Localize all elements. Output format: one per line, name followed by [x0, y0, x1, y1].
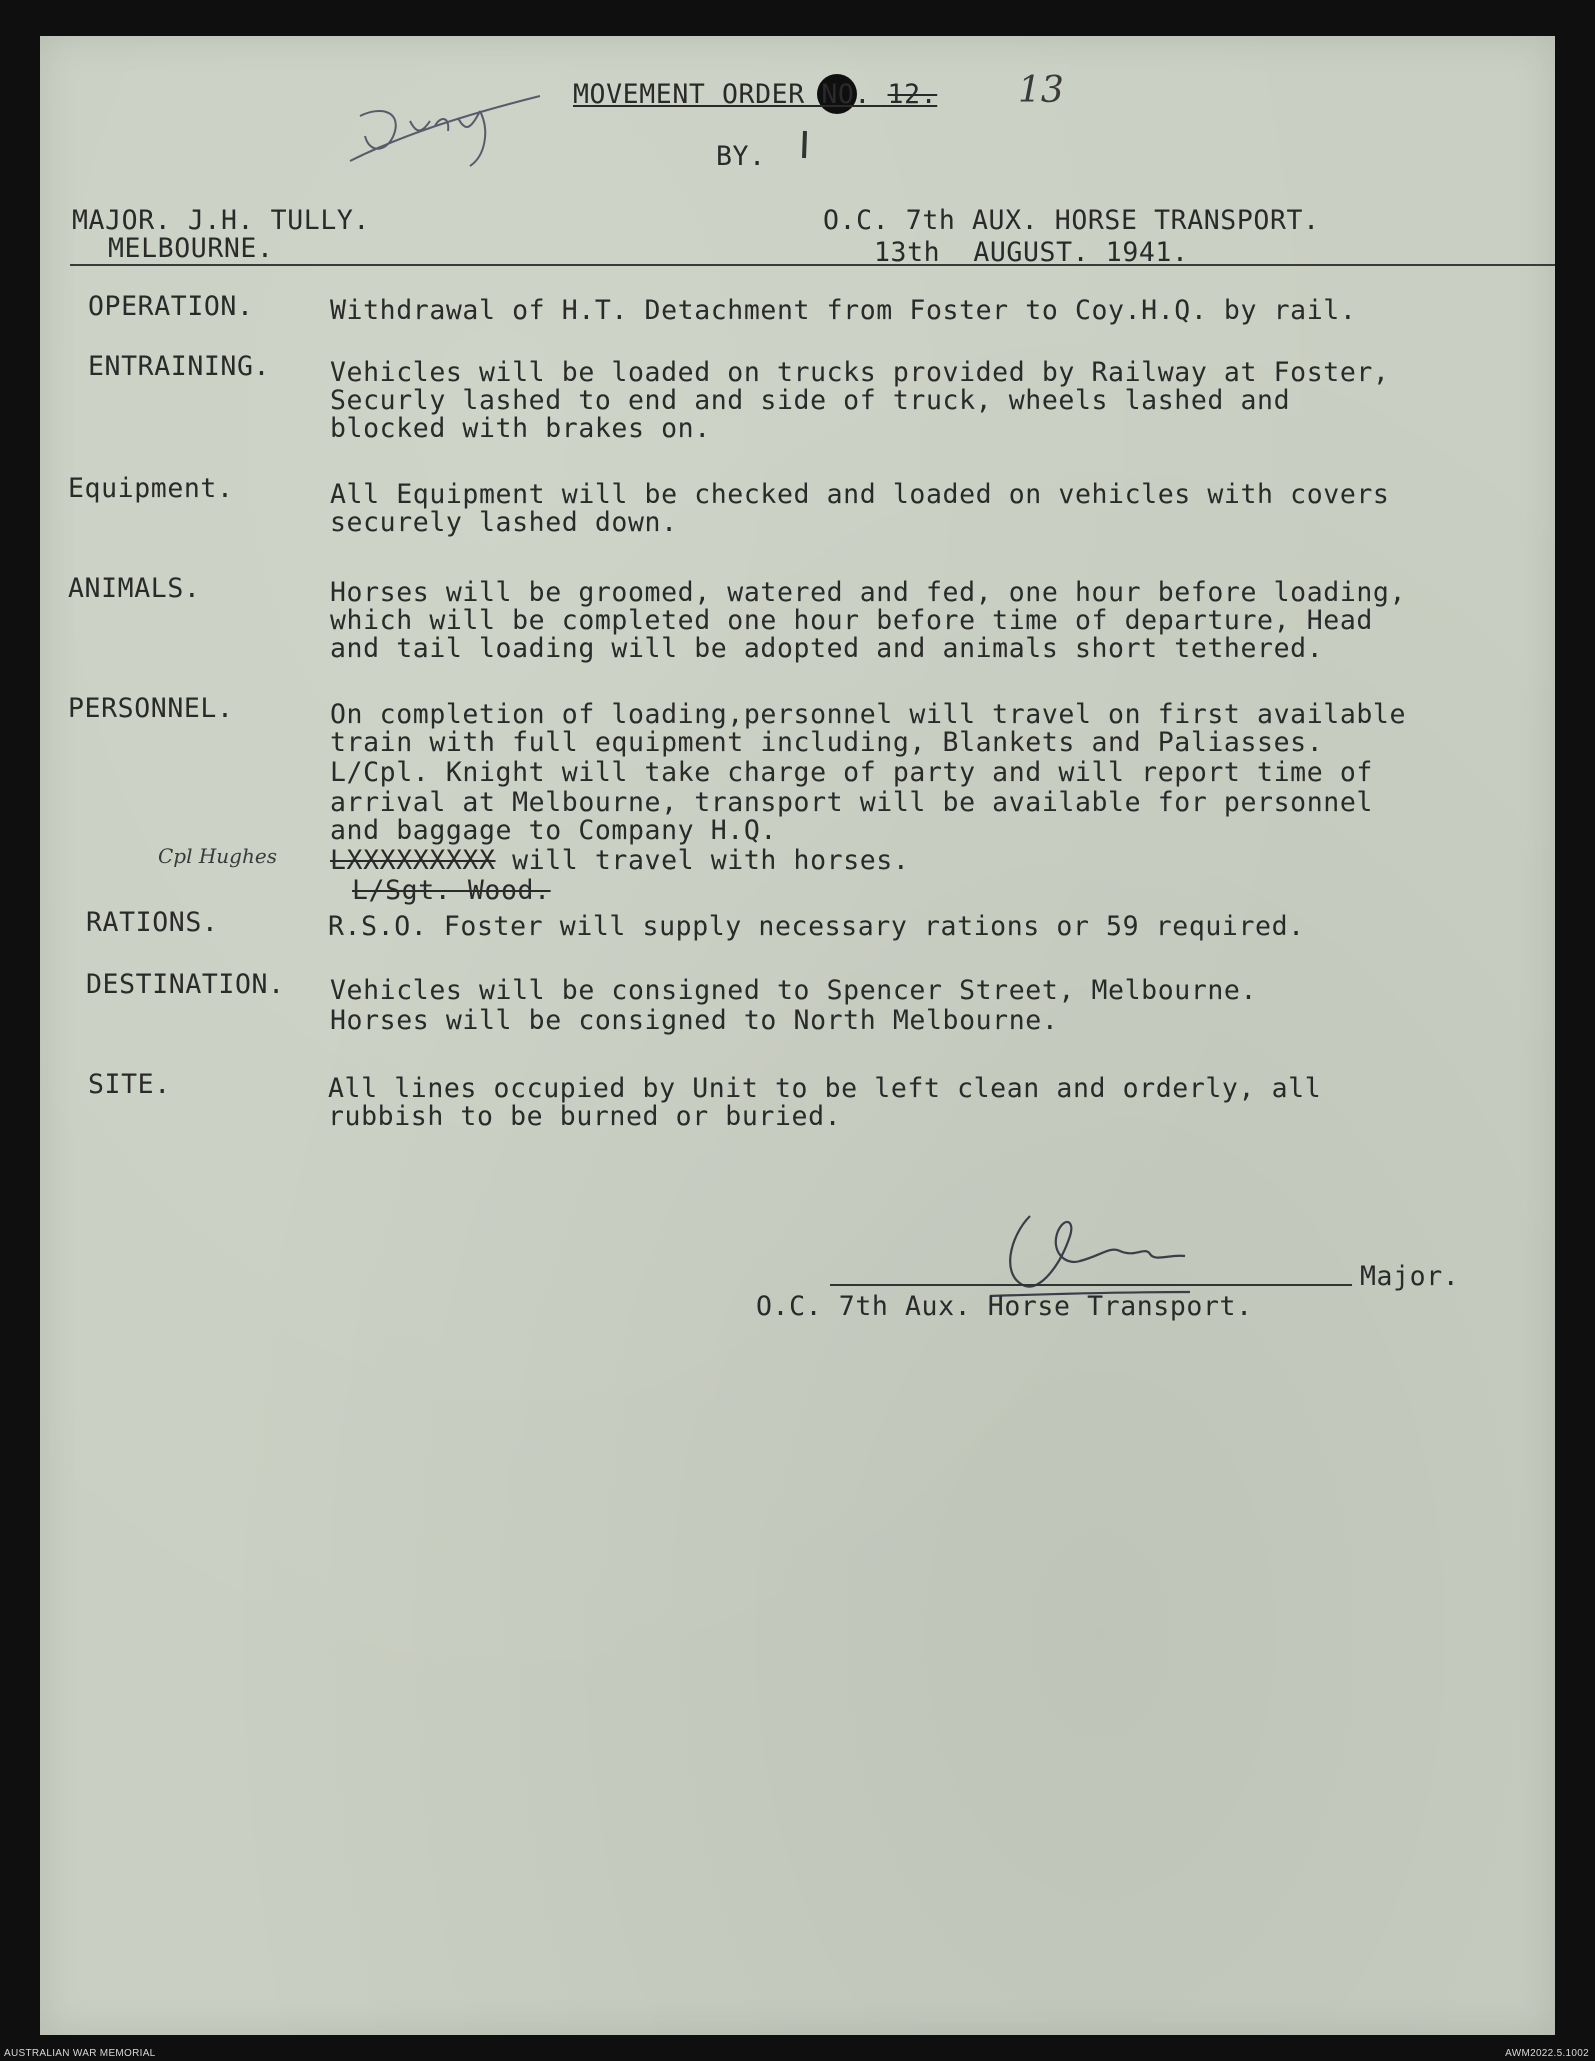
section-label-animals: ANIMALS. — [68, 573, 201, 604]
personnel-line: On completion of loading,personnel will travel on first available — [330, 699, 1407, 730]
diary-annotation — [340, 76, 550, 196]
pen-mark — [795, 126, 815, 166]
document-page — [40, 36, 1555, 2035]
equipment-line: All Equipment will be checked and loaded on vehicles with covers — [330, 479, 1390, 510]
signature-rank: Major. — [1360, 1261, 1460, 1292]
struck-name: LXXXXXXXXX — [330, 845, 496, 876]
section-label-rations: RATIONS. — [86, 907, 219, 938]
animals-line: which will be completed one hour before time of departure, Head — [330, 605, 1373, 636]
header-rule — [70, 264, 1555, 266]
equipment-line: securely lashed down. — [330, 507, 678, 538]
animals-line: Horses will be groomed, watered and fed, one hour before loading, — [330, 577, 1407, 608]
site-line: All lines occupied by Unit to be left clean and orderly, all — [328, 1073, 1322, 1104]
struck-sgt-wood: L/Sgt. Wood. — [352, 875, 551, 906]
footer-left: AUSTRALIAN WAR MEMORIAL — [4, 2048, 156, 2059]
section-label-personnel: PERSONNEL. — [68, 693, 234, 724]
personnel-line: and baggage to Company H.Q. — [330, 815, 777, 846]
signature-line — [830, 1284, 1352, 1286]
title-prefix: MOVEMENT ORDER NO. — [573, 79, 871, 110]
destination-line: Vehicles will be consigned to Spencer Street, Melbourne. — [330, 975, 1258, 1006]
from-name: MAJOR. J.H. TULLY. — [72, 205, 370, 236]
order-date: 13th AUGUST. 1941. — [874, 237, 1189, 268]
site-line: rubbish to be burned or buried. — [328, 1101, 842, 1132]
operation-line: Withdrawal of H.T. Detachment from Foster to Coy.H.Q. by rail. — [330, 295, 1357, 326]
personnel-line: train with full equipment including, Blankets and Paliasses. — [330, 727, 1324, 758]
personnel-line: L/Cpl. Knight will take charge of party and will report time of — [330, 757, 1373, 788]
section-label-equipment: Equipment. — [68, 473, 234, 504]
section-label-destination: DESTINATION. — [86, 969, 285, 1000]
title-number-handwritten: 13 — [1018, 70, 1064, 111]
entraining-line: Vehicles will be loaded on trucks provided by Railway at Foster, — [330, 357, 1390, 388]
from-place: MELBOURNE. — [108, 233, 274, 264]
entraining-line: Securly lashed to end and side of truck, wheels lashed and — [330, 385, 1291, 416]
destination-line: Horses will be consigned to North Melbourne. — [330, 1005, 1059, 1036]
section-label-operation: OPERATION. — [88, 291, 254, 322]
personnel-line: arrival at Melbourne, transport will be available for personnel — [330, 787, 1373, 818]
travel-with-horses: will travel with horses. — [495, 845, 910, 876]
animals-line: and tail loading will be adopted and animals short tethered. — [330, 633, 1324, 664]
section-label-entraining: ENTRAINING. — [88, 351, 271, 382]
footer-right: AWM2022.5.1002 — [1505, 2048, 1589, 2059]
signature-unit: O.C. 7th Aux. Horse Transport. — [756, 1291, 1253, 1322]
personnel-travel-line — [330, 846, 909, 876]
by-line: BY. — [716, 141, 766, 172]
entraining-line: blocked with brakes on. — [330, 413, 711, 444]
title-struck-number: 12. — [887, 79, 938, 110]
to-unit: O.C. 7th AUX. HORSE TRANSPORT. — [823, 205, 1320, 236]
order-title — [573, 80, 937, 110]
handwritten-cpl-hughes: Cpl Hughes — [158, 844, 277, 868]
rations-line: R.S.O. Foster will supply necessary rations or 59 required. — [328, 911, 1305, 942]
section-label-site: SITE. — [88, 1069, 171, 1100]
